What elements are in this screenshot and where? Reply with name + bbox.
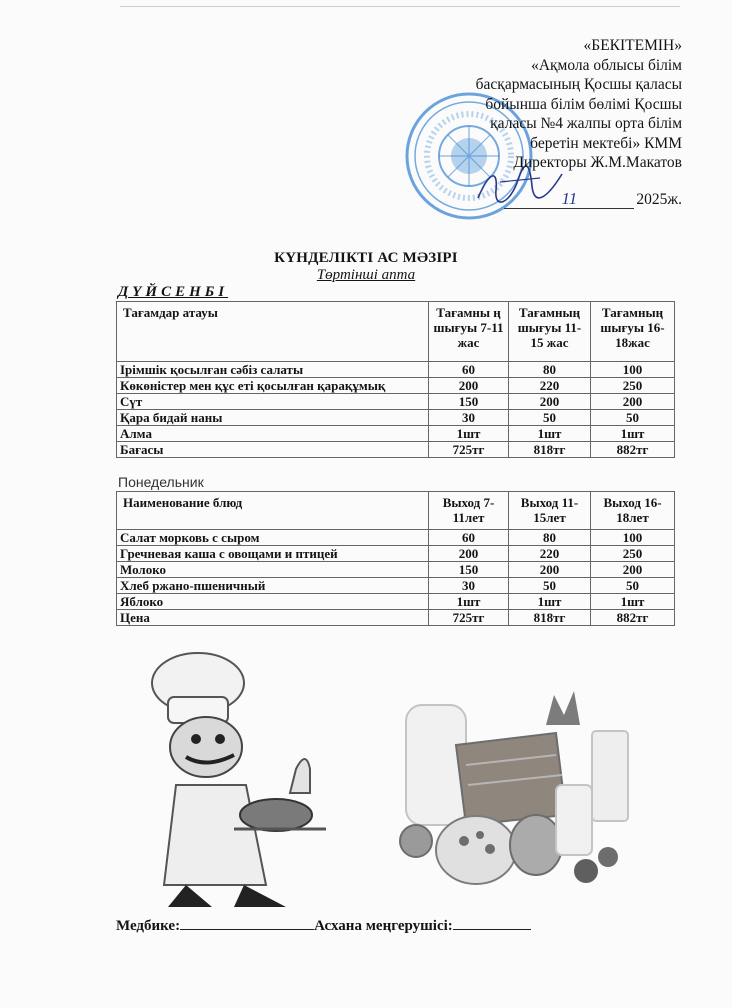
dish-name: Қара бидай наны: [117, 410, 429, 426]
price-cell: 725тг: [429, 610, 509, 626]
top-rule: [120, 6, 680, 7]
nurse-label: Медбике:: [116, 918, 181, 934]
portion-cell: 1шт: [591, 594, 675, 610]
header-cell: Тағамны ң шығуы 7-11 жас: [429, 302, 509, 362]
day-heading-kz: ДҮЙСЕНБІ: [118, 284, 229, 300]
chef-and-food-illustration: [116, 645, 642, 913]
portion-cell: 50: [509, 578, 591, 594]
approval-date: [422, 189, 682, 210]
menu-table-kz: [116, 301, 675, 458]
dish-name: Көкөністер мен құс еті қосылған қарақұмық: [117, 378, 429, 394]
dish-name: Бағасы: [117, 442, 429, 458]
table-row: [117, 378, 675, 394]
table-row: [117, 562, 675, 578]
table-header-row: [117, 302, 675, 362]
price-cell: 882тг: [591, 442, 675, 458]
portion-cell: 200: [509, 562, 591, 578]
dish-name: Хлеб ржано-пшеничный: [117, 578, 429, 594]
signature-footer: [116, 918, 531, 935]
header-cell: Тағамдар атауы: [117, 302, 429, 362]
table-row: [117, 594, 675, 610]
dish-name: Яблоко: [117, 594, 429, 610]
header-cell: Выход 7-11лет: [429, 492, 509, 530]
approval-line: «БЕКІТЕМІН»: [583, 37, 682, 54]
canteen-head-signature-line: [453, 929, 531, 930]
price-cell: 725тг: [429, 442, 509, 458]
price-cell: 818тг: [509, 610, 591, 626]
chef-icon: [152, 653, 326, 907]
approval-line: бойынша білім бөлімі Қосшы: [485, 95, 682, 113]
portion-cell: 220: [509, 378, 591, 394]
portion-cell: 150: [429, 562, 509, 578]
dish-name: Гречневая каша с овощами и птицей: [117, 546, 429, 562]
table-row: [117, 442, 675, 458]
portion-cell: 200: [509, 394, 591, 410]
handwritten-date: 11: [504, 189, 634, 210]
table-row: [117, 546, 675, 562]
nurse-signature-line: [180, 929, 314, 930]
menu-week: Төртінші апта: [316, 267, 416, 283]
portion-cell: 1шт: [509, 594, 591, 610]
table-header-row: [117, 492, 675, 530]
menu-table-ru: [116, 491, 675, 626]
portion-cell: 1шт: [591, 426, 675, 442]
dish-name: Ірімшік қосылған сәбіз салаты: [117, 362, 429, 378]
portion-cell: 200: [429, 378, 509, 394]
portion-cell: 1шт: [429, 594, 509, 610]
table-row: [117, 530, 675, 546]
portion-cell: 100: [591, 530, 675, 546]
portion-cell: 250: [591, 378, 675, 394]
date-suffix: 2025ж.: [636, 190, 682, 208]
header-cell: Выход 16-18лет: [591, 492, 675, 530]
food-still-life-icon: [400, 691, 628, 884]
portion-cell: 50: [591, 410, 675, 426]
table-row: [117, 578, 675, 594]
approval-line: басқармасының Қосшы қаласы: [475, 76, 682, 93]
portion-cell: 80: [509, 362, 591, 378]
header-cell: Тағамның шығуы 16-18жас: [591, 302, 675, 362]
dish-name: Салат морковь с сыром: [117, 530, 429, 546]
table-row: [117, 394, 675, 410]
portion-cell: 60: [429, 362, 509, 378]
table-row: [117, 426, 675, 442]
portion-cell: 60: [429, 530, 509, 546]
price-cell: 882тг: [591, 610, 675, 626]
portion-cell: 1шт: [509, 426, 591, 442]
approval-line: қаласы №4 жалпы орта білім: [490, 115, 682, 132]
portion-cell: 220: [509, 546, 591, 562]
header-cell: Наименование блюд: [117, 492, 429, 530]
table-row: [117, 410, 675, 426]
dish-name: Цена: [117, 610, 429, 626]
portion-cell: 30: [429, 578, 509, 594]
portion-cell: 50: [591, 578, 675, 594]
approval-line: беретін мектебі» КММ: [530, 134, 682, 152]
canteen-head-label: Асхана меңгерушісі:: [314, 918, 453, 934]
dish-name: Алма: [117, 426, 429, 442]
menu-title: КҮНДЕЛІКТІ АС МӘЗІРІ: [274, 250, 458, 266]
portion-cell: 1шт: [429, 426, 509, 442]
dish-name: Молоко: [117, 562, 429, 578]
portion-cell: 150: [429, 394, 509, 410]
portion-cell: 200: [429, 546, 509, 562]
portion-cell: 200: [591, 562, 675, 578]
table-row: [117, 610, 675, 626]
portion-cell: 250: [591, 546, 675, 562]
approval-line: Директоры Ж.М.Макатов: [513, 154, 682, 171]
portion-cell: 30: [429, 410, 509, 426]
approval-block: [422, 36, 682, 209]
approval-line: «Ақмола облысы білім: [531, 56, 682, 74]
header-cell: Выход 11-15лет: [509, 492, 591, 530]
portion-cell: 80: [509, 530, 591, 546]
price-cell: 818тг: [509, 442, 591, 458]
portion-cell: 50: [509, 410, 591, 426]
portion-cell: 100: [591, 362, 675, 378]
dish-name: Сүт: [117, 394, 429, 410]
day-heading-ru: Понедельник: [118, 474, 204, 490]
header-cell: Тағамның шығуы 11-15 жас: [509, 302, 591, 362]
portion-cell: 200: [591, 394, 675, 410]
table-row: [117, 362, 675, 378]
